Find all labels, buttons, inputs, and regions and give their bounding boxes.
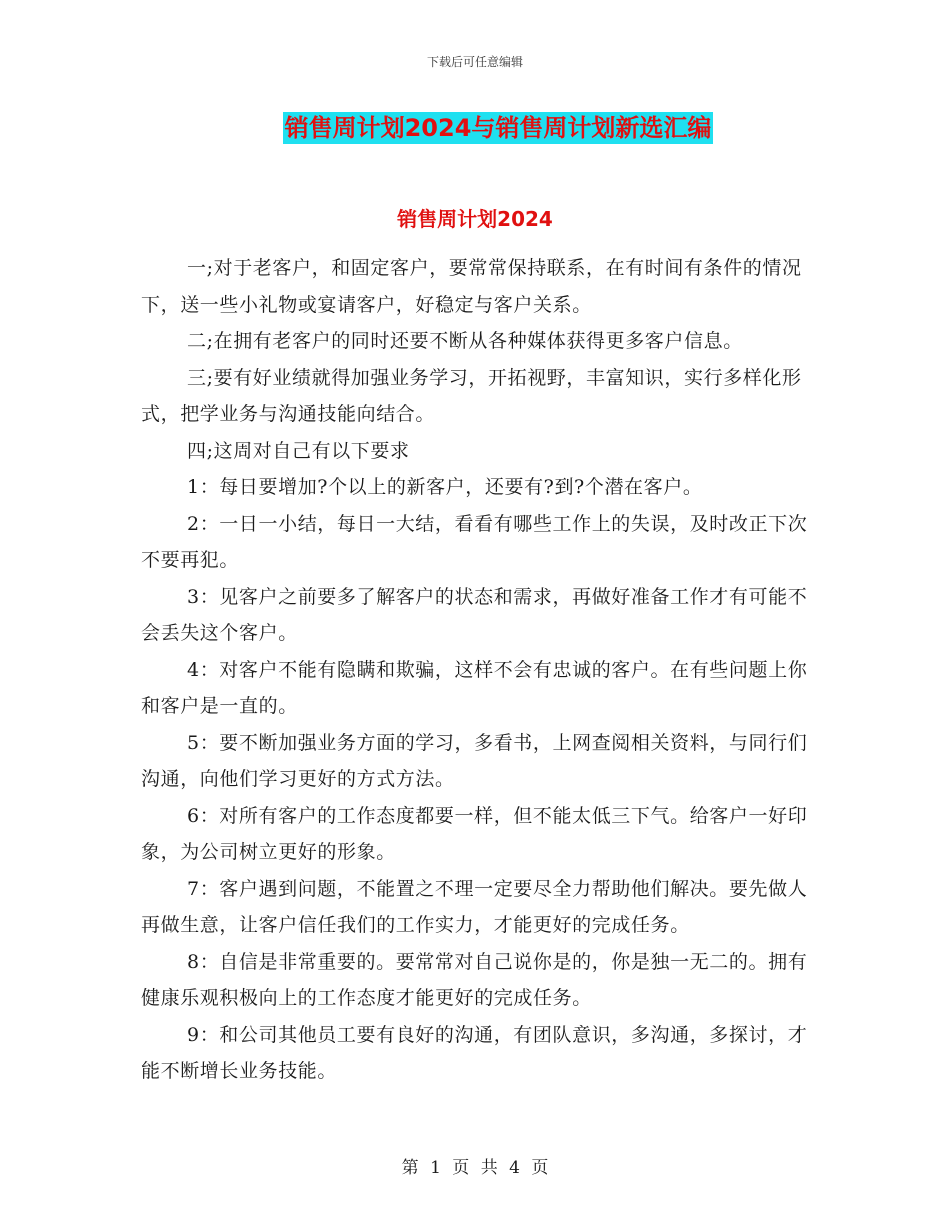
paragraph: 1：每日要增加?个以上的新客户，还要有?到?个潜在客户。 [187, 476, 703, 498]
paragraph: 3：见客户之前要多了解客户的状态和需求，再做好准备工作才有可能不会丢失这个客户。 [141, 585, 808, 644]
paragraph: 5：要不断加强业务方面的学习，多看书，上网查阅相关资料，与同行们沟通，向他们学习更好的方式方法。 [141, 731, 808, 790]
paragraph: 三;要有好业绩就得加强业务学习，开拓视野，丰富知识，实行多样化形式，把学业务与沟通技能向结合。 [141, 366, 802, 425]
paragraph: 二;在拥有老客户的同时还要不断从各种媒体获得更多客户信息。 [187, 330, 743, 352]
paragraph: 一;对于老客户，和固定客户，要常常保持联系，在有时间有条件的情况下，送一些小礼物或宴请客户，好稳定与客户关系。 [141, 257, 802, 316]
main-title: 销售周计划2024与销售周计划新选汇编 [284, 114, 712, 142]
paragraph: 4：对客户不能有隐瞒和欺骗，这样不会有忠诚的客户。在有些问题上你和客户是一直的。 [141, 658, 808, 717]
page-footer: 第 1 页 共 4 页 [401, 1158, 549, 1178]
paragraph: 7：客户遇到问题，不能置之不理一定要尽全力帮助他们解决。要先做人再做生意，让客户信任我们的工作实力，才能更好的完成任务。 [141, 877, 808, 936]
paragraph: 2：一日一小结，每日一大结，看看有哪些工作上的失误，及时改正下次不要再犯。 [141, 512, 808, 571]
main-title-container [0, 112, 950, 144]
paragraph: 9：和公司其他员工要有良好的沟通，有团队意识，多沟通，多探讨，才能不断增长业务技能。 [141, 1023, 808, 1082]
paragraph: 四;这周对自己有以下要求 [187, 439, 410, 462]
header-note: 下载后可任意编辑 [426, 55, 523, 69]
document-body [141, 250, 811, 1090]
section-title: 销售周计划2024 [397, 207, 553, 231]
paragraph: 6：对所有客户的工作态度都要一样，但不能太低三下气。给客户一好印象，为公司树立更好的形象。 [141, 804, 808, 863]
paragraph: 8：自信是非常重要的。要常常对自己说你是的，你是独一无二的。拥有健康乐观积极向上的工作态度才能更好的完成任务。 [141, 950, 808, 1009]
